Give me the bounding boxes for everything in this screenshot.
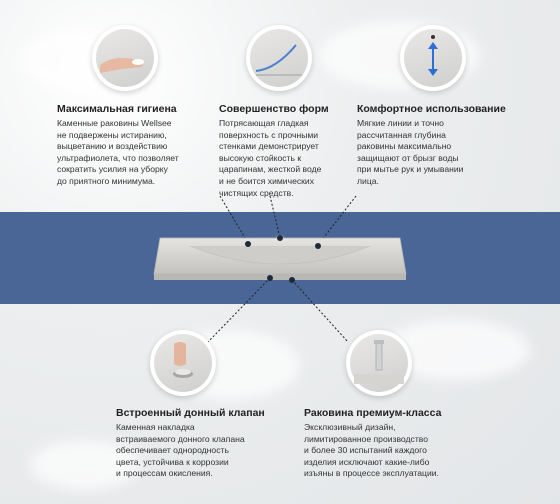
marker-dot [289, 277, 295, 283]
feature-image-comfort [400, 25, 466, 91]
feature-image-valve [150, 330, 216, 396]
feature-title-comfort: Комфортное использование [357, 103, 506, 115]
feature-title-hygiene: Максимальная гигиена [57, 103, 177, 115]
marker-dot [267, 275, 273, 281]
feature-image-forms [246, 25, 312, 91]
marker-dot [245, 241, 251, 247]
marker-dot [315, 243, 321, 249]
feature-desc-hygiene: Каменные раковины Wellsee не подвержены истиранию, выцветанию и воздействию ультрафиолета, что позволяет сократить усилия на уборку до приятного минимума. [57, 118, 179, 186]
feature-desc-forms: Потрясающая гладкая поверхность с прочными стенками демонстрирует высокую стойкость к царапинам, жесткой воде и не боится химических чистящих средств. [219, 118, 322, 198]
feature-desc-comfort: Мягкие линии и точно рассчитанная глубина раковины максимально защищают от брызг воды при мытье рук и умывании лица. [357, 118, 464, 186]
sink-curve-icon [246, 25, 312, 91]
feature-image-hygiene [92, 25, 158, 91]
feature-desc-valve: Каменная накладка встраиваемого донного клапана обеспечивает однородность цвета, устойчива к коррозии и процессам окисления. [116, 422, 245, 479]
feature-title-valve: Встроенный донный клапан [116, 407, 265, 419]
feature-image-premium [346, 330, 412, 396]
feature-title-premium: Раковина премиум-класса [304, 407, 442, 419]
feature-desc-premium: Эксклюзивный дизайн, лимитированное производство и более 30 испытаний каждого изделия исключают какие-либо изъяны в процессе эксплуатации. [304, 422, 439, 479]
hand-wiping-icon [92, 25, 158, 91]
marker-dot [277, 235, 283, 241]
depth-arrow-icon [400, 25, 466, 91]
drain-valve-icon [150, 330, 216, 396]
faucet-icon [346, 330, 412, 396]
feature-title-forms: Совершенство форм [219, 103, 329, 115]
